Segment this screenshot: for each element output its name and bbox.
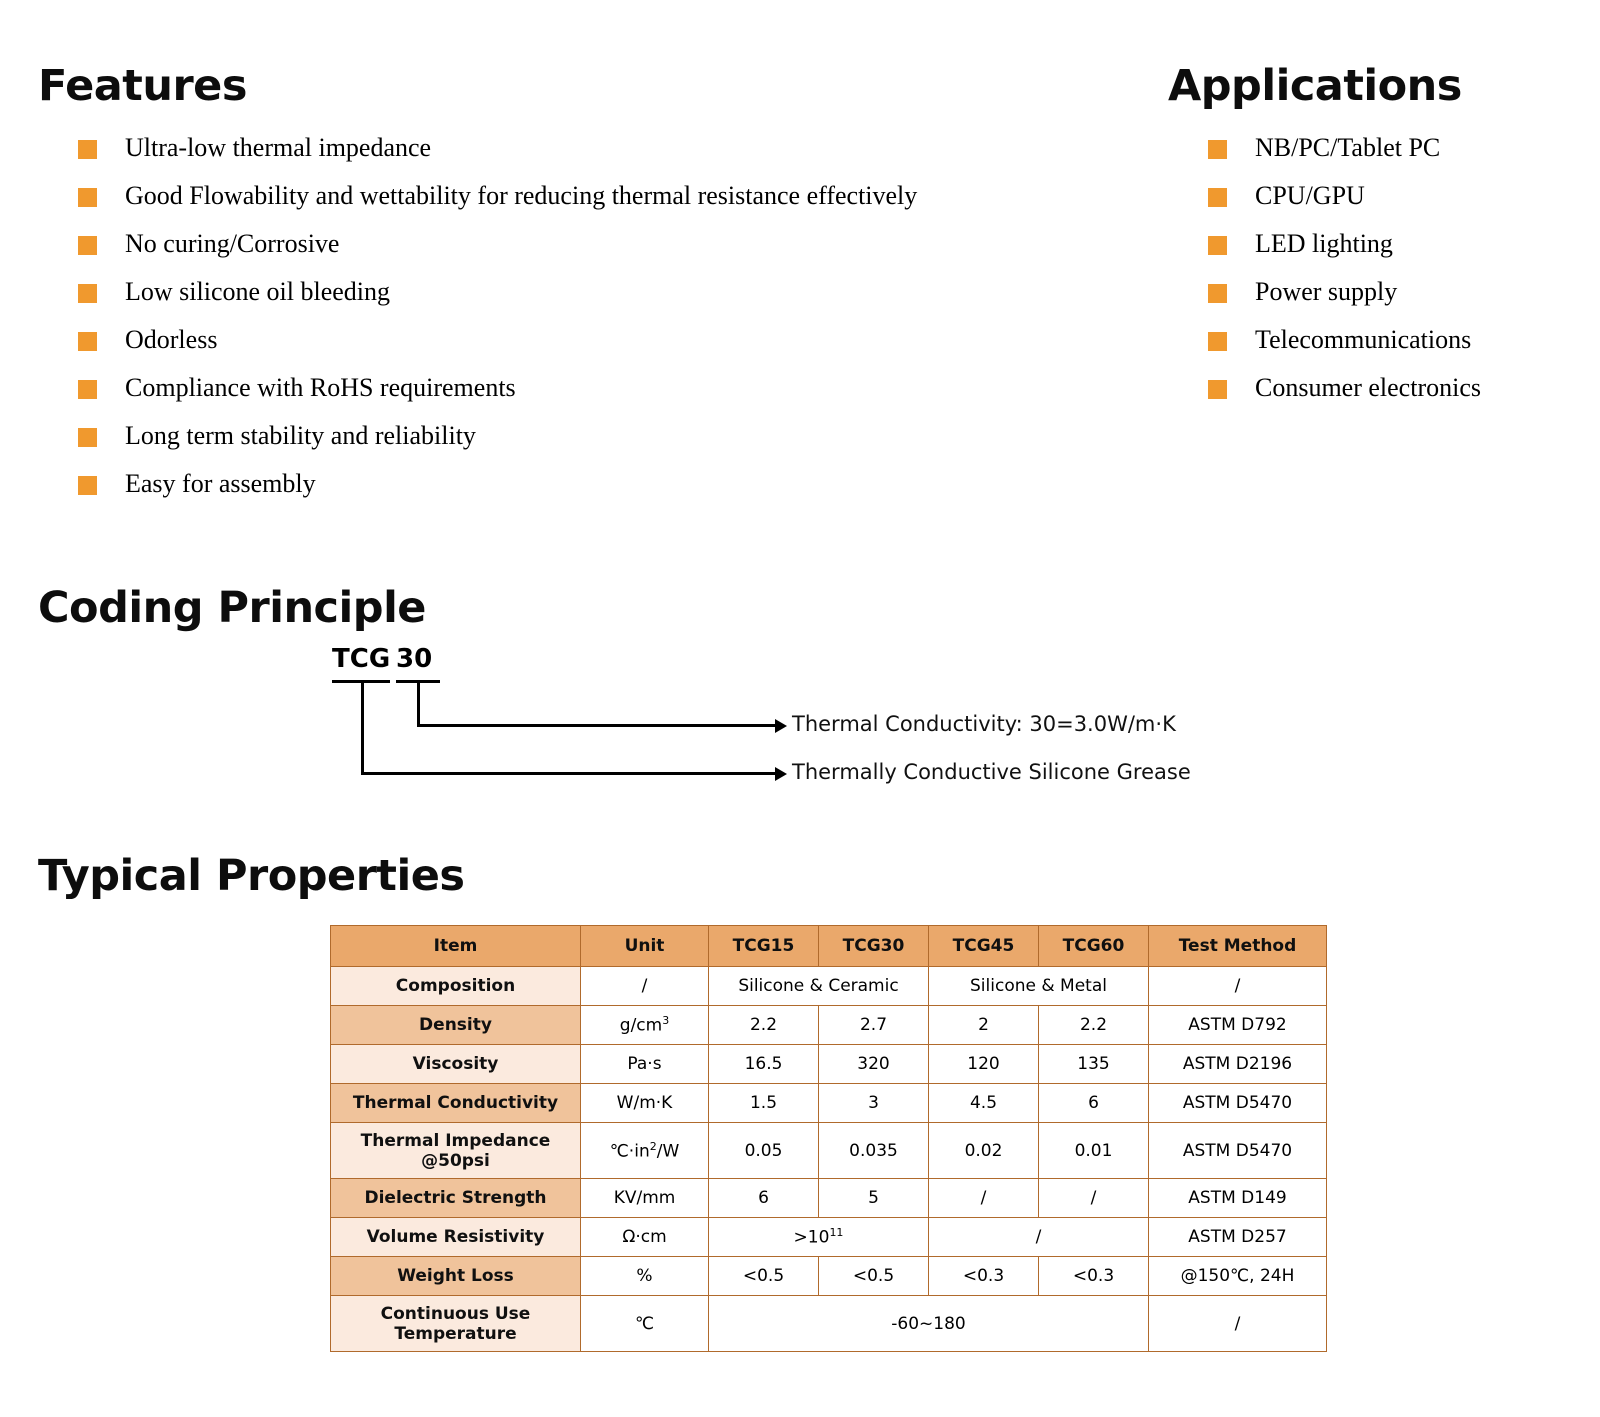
bullet-square-icon	[1208, 188, 1227, 207]
bullet-square-icon	[1208, 332, 1227, 351]
row-label-line1: Thermal Impedance	[360, 1130, 551, 1151]
column-header-tcg15: TCG15	[709, 926, 819, 967]
applications-list	[1208, 132, 1588, 420]
row-label-line2: @50psi	[421, 1150, 490, 1171]
bullet-square-icon	[1208, 380, 1227, 399]
cell-test-method: ASTM D792	[1149, 1006, 1327, 1045]
cell-value: <0.5	[819, 1257, 929, 1296]
code-prefix-label: TCG	[332, 644, 391, 674]
list-item	[1208, 180, 1588, 228]
feature-label: Low silicone oil bleeding	[125, 277, 391, 306]
bullet-square-icon	[78, 236, 97, 255]
table-row	[331, 1218, 1327, 1257]
list-item	[78, 468, 1138, 516]
cell-test-method: ASTM D5470	[1149, 1123, 1327, 1179]
typical-properties-table	[330, 925, 1327, 1352]
row-label: Thermal Conductivity	[331, 1084, 581, 1123]
table-row	[331, 1296, 1327, 1352]
coding-principle-heading: Coding Principle	[38, 582, 426, 633]
bullet-square-icon	[78, 380, 97, 399]
list-item	[78, 276, 1138, 324]
list-item	[1208, 228, 1588, 276]
arrow-right-icon	[775, 767, 787, 781]
list-item	[78, 420, 1138, 468]
feature-label: Good Flowability and wettability for reducing thermal resistance effectively	[125, 181, 918, 210]
list-item	[1208, 372, 1588, 420]
application-label: Power supply	[1255, 277, 1398, 306]
column-header-tcg30: TCG30	[819, 926, 929, 967]
row-label: Volume Resistivity	[331, 1218, 581, 1257]
cell-test-method: ASTM D2196	[1149, 1045, 1327, 1084]
cell-test-method: /	[1149, 967, 1327, 1006]
cell-value: 3	[819, 1084, 929, 1123]
row-label-line1: Continuous Use	[380, 1303, 531, 1324]
list-item	[78, 228, 1138, 276]
cell-value: 0.05	[709, 1123, 819, 1179]
cell-value: 2.2	[709, 1006, 819, 1045]
list-item	[1208, 132, 1588, 180]
column-header-test-method: Test Method	[1149, 926, 1327, 967]
cell-value: 4.5	[929, 1084, 1039, 1123]
arrow-right-icon	[775, 719, 787, 733]
bullet-square-icon	[78, 476, 97, 495]
row-label	[331, 1123, 581, 1179]
application-label: LED lighting	[1255, 229, 1393, 258]
callout-product-type: Thermally Conductive Silicone Grease	[792, 760, 1191, 784]
bullet-square-icon	[78, 284, 97, 303]
feature-label: Ultra-low thermal impedance	[125, 133, 432, 162]
cell-unit: $℃\cdot in^2/W$	[581, 1123, 709, 1179]
cell-value: /	[1039, 1179, 1149, 1218]
list-item	[78, 132, 1138, 180]
cell-value: 320	[819, 1045, 929, 1084]
feature-label: Compliance with RoHS requirements	[125, 373, 516, 402]
cell-test-method: /	[1149, 1296, 1327, 1352]
coding-principle-diagram	[320, 636, 1220, 801]
cell-value-exponent: 11	[829, 1226, 844, 1240]
row-label: Composition	[331, 967, 581, 1006]
row-label: Weight Loss	[331, 1257, 581, 1296]
bullet-square-icon	[1208, 284, 1227, 303]
table-header-row	[331, 926, 1327, 967]
cell-test-method: @150℃, 24H	[1149, 1257, 1327, 1296]
cell-test-method: ASTM D5470	[1149, 1084, 1327, 1123]
cell-value-span: /	[929, 1218, 1149, 1257]
list-item	[1208, 276, 1588, 324]
application-label: Consumer electronics	[1255, 373, 1481, 402]
cell-unit: W/m·K	[581, 1084, 709, 1123]
application-label: Telecommunications	[1255, 325, 1472, 354]
row-label: Density	[331, 1006, 581, 1045]
cell-unit: $g/cm^3$	[581, 1006, 709, 1045]
row-label: Dielectric Strength	[331, 1179, 581, 1218]
column-header-tcg45: TCG45	[929, 926, 1039, 967]
cell-value: 135	[1039, 1045, 1149, 1084]
cell-value-span: Silicone & Metal	[929, 967, 1149, 1006]
cell-value: 2.7	[819, 1006, 929, 1045]
row-label	[331, 1296, 581, 1352]
features-heading: Features	[38, 60, 247, 111]
cell-unit: %	[581, 1257, 709, 1296]
column-header-unit: Unit	[581, 926, 709, 967]
cell-unit: Ω·cm	[581, 1218, 709, 1257]
leader-line-prefix-horizontal	[361, 772, 777, 775]
cell-value: 6	[709, 1179, 819, 1218]
cell-value: 16.5	[709, 1045, 819, 1084]
cell-unit: KV/mm	[581, 1179, 709, 1218]
bullet-square-icon	[78, 188, 97, 207]
table-row	[331, 967, 1327, 1006]
bullet-square-icon	[78, 140, 97, 159]
cell-value: 1.5	[709, 1084, 819, 1123]
application-label: NB/PC/Tablet PC	[1255, 133, 1441, 162]
leader-line-number-vertical	[417, 680, 420, 726]
cell-unit: Pa·s	[581, 1045, 709, 1084]
cell-test-method: ASTM D149	[1149, 1179, 1327, 1218]
bullet-square-icon	[78, 428, 97, 447]
column-header-tcg60: TCG60	[1039, 926, 1149, 967]
feature-label: Long term stability and reliability	[125, 421, 476, 450]
row-label-line2: Temperature	[394, 1323, 517, 1344]
table-row	[331, 1257, 1327, 1296]
application-label: CPU/GPU	[1255, 181, 1365, 210]
cell-value-span: Silicone & Ceramic	[709, 967, 929, 1006]
bullet-square-icon	[1208, 236, 1227, 255]
cell-value-base: >10	[793, 1227, 830, 1248]
list-item	[78, 180, 1138, 228]
list-item	[78, 324, 1138, 372]
cell-test-method: ASTM D257	[1149, 1218, 1327, 1257]
list-item	[78, 372, 1138, 420]
table-row	[331, 1006, 1327, 1045]
bullet-square-icon	[1208, 140, 1227, 159]
features-list	[78, 132, 1138, 516]
unit-exponent: 3	[662, 1014, 670, 1028]
feature-label: No curing/Corrosive	[125, 229, 340, 258]
cell-value-span: -60~180	[709, 1296, 1149, 1352]
cell-value: 6	[1039, 1084, 1149, 1123]
table-row	[331, 1045, 1327, 1084]
cell-value: 2	[929, 1006, 1039, 1045]
column-header-item: Item	[331, 926, 581, 967]
cell-unit: /	[581, 967, 709, 1006]
feature-label: Odorless	[125, 325, 218, 354]
cell-value: <0.3	[929, 1257, 1039, 1296]
cell-value: <0.5	[709, 1257, 819, 1296]
row-label: Viscosity	[331, 1045, 581, 1084]
cell-value: 2.2	[1039, 1006, 1149, 1045]
cell-value: 0.01	[1039, 1123, 1149, 1179]
cell-value-span	[709, 1218, 929, 1257]
list-item	[1208, 324, 1588, 372]
table-row	[331, 1084, 1327, 1123]
cell-value: 0.035	[819, 1123, 929, 1179]
typical-properties-heading: Typical Properties	[38, 850, 465, 901]
feature-label: Easy for assembly	[125, 469, 316, 498]
cell-unit: ℃	[581, 1296, 709, 1352]
cell-value: 5	[819, 1179, 929, 1218]
applications-heading: Applications	[1168, 60, 1462, 111]
cell-value: /	[929, 1179, 1039, 1218]
table-row	[331, 1179, 1327, 1218]
leader-line-number-horizontal	[417, 724, 777, 727]
leader-line-prefix-vertical	[361, 680, 364, 774]
cell-value: 0.02	[929, 1123, 1039, 1179]
cell-value: 120	[929, 1045, 1039, 1084]
code-number-label: 30	[396, 644, 433, 674]
unit-exponent: 2	[649, 1139, 657, 1153]
bullet-square-icon	[78, 332, 97, 351]
callout-thermal-conductivity: Thermal Conductivity: 30=3.0W/m·K	[792, 712, 1176, 736]
table-row	[331, 1123, 1327, 1179]
cell-value: <0.3	[1039, 1257, 1149, 1296]
